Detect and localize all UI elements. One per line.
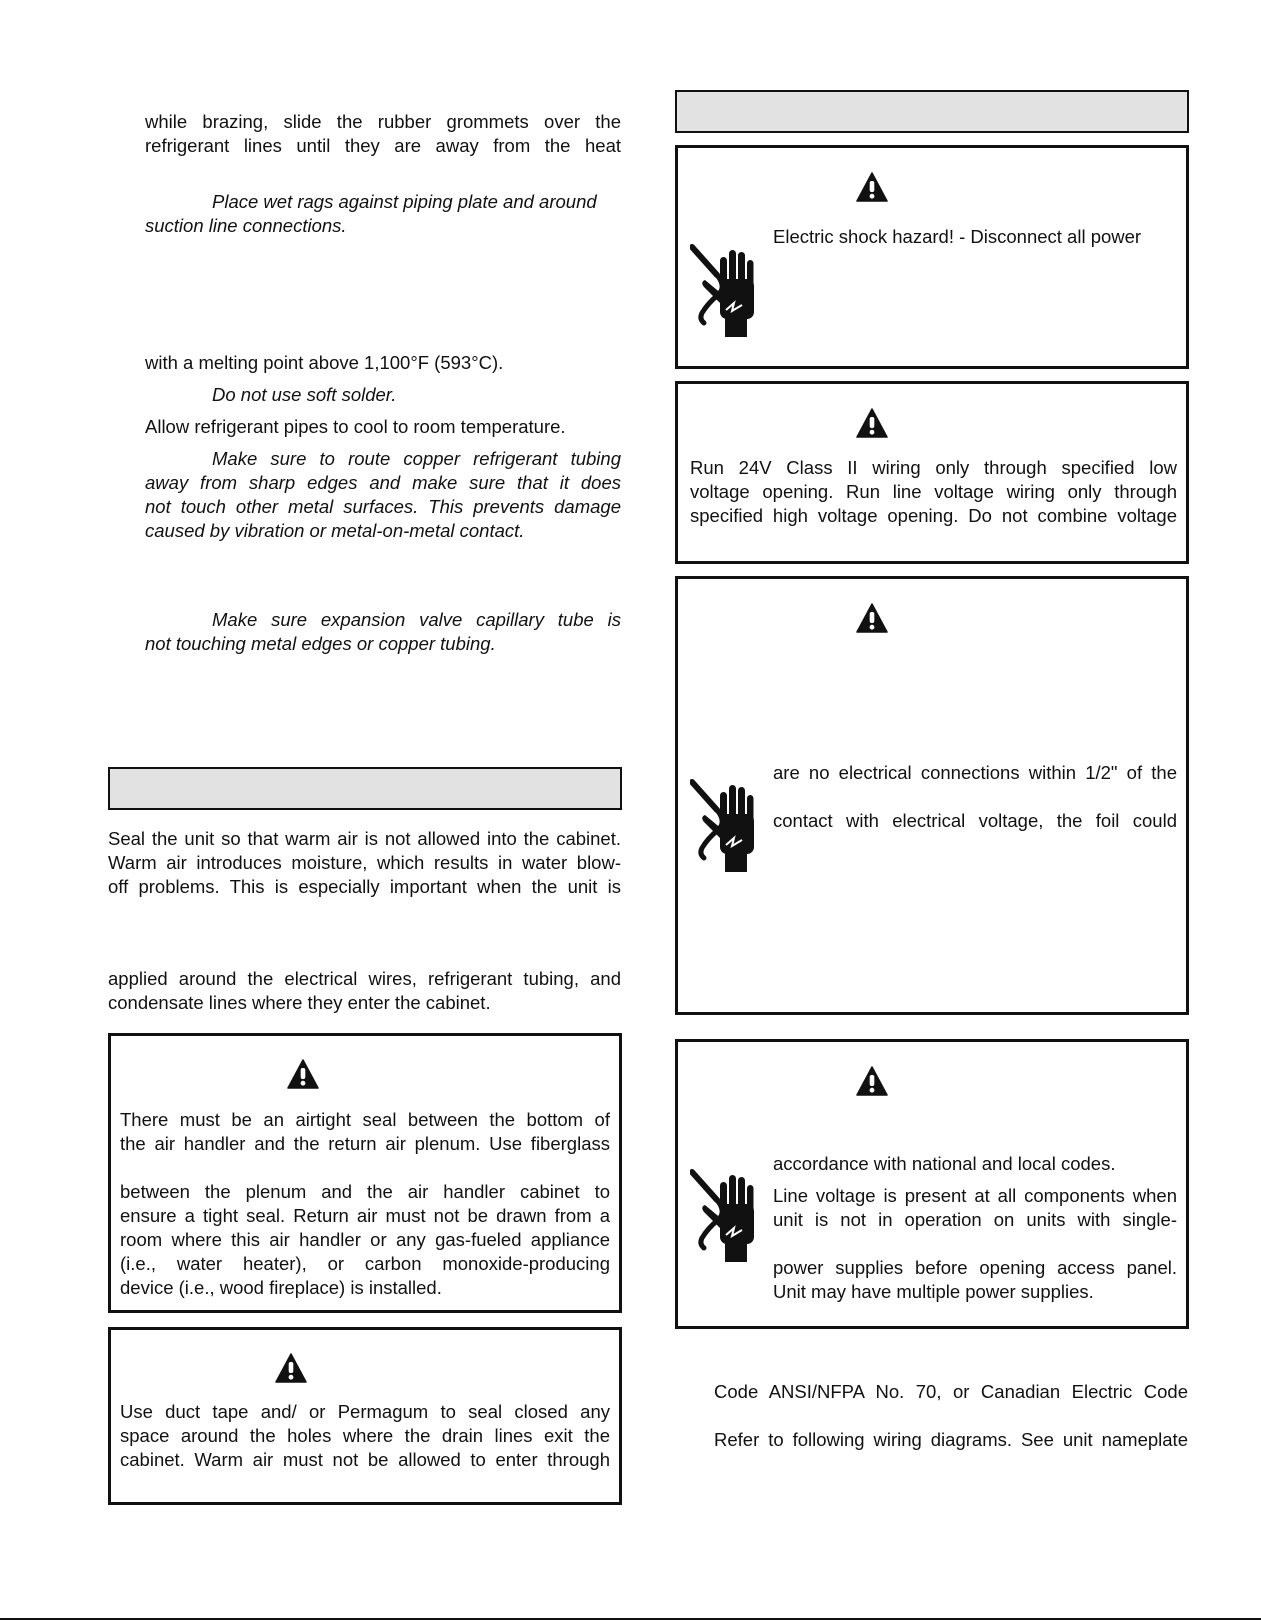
warning-box-electric-shock xyxy=(675,145,1189,369)
warning-text-line: There must be an airtight seal between the bottom of xyxy=(120,1109,610,1130)
warning-triangle-icon xyxy=(275,1353,307,1383)
warning-box-foil-insulation xyxy=(675,576,1189,1015)
warning-text-line: power supplies before opening access panel. xyxy=(773,1257,1177,1278)
warning-box-airtight-seal xyxy=(108,1033,622,1313)
electric-shock-hand-icon xyxy=(690,778,760,873)
warning-triangle-icon xyxy=(856,408,888,438)
paragraph-line: with a melting point above 1,100°F (593°C). xyxy=(145,352,504,373)
note-line: Place wet rags against piping plate and around xyxy=(212,191,597,212)
paragraph-line: condensate lines where they enter the cabinet. xyxy=(108,992,491,1013)
note-line: away from sharp edges and make sure that it does xyxy=(145,472,621,493)
warning-triangle-icon xyxy=(856,172,888,202)
warning-text-line: room where this air handler or any gas-fueled appliance xyxy=(120,1229,610,1250)
warning-text-line: between the plenum and the air handler cabinet to xyxy=(120,1181,610,1202)
electric-shock-hand-icon xyxy=(690,1168,760,1263)
warning-text-line: cabinet. Warm air must not be allowed to enter through xyxy=(120,1449,610,1470)
warning-box-drain-seal xyxy=(108,1327,622,1505)
note-line: Make sure expansion valve capillary tube is xyxy=(212,609,621,630)
note-line: not touch other metal surfaces. This prevents damage xyxy=(145,496,621,517)
warning-text-line: ensure a tight seal. Return air must not be drawn from a xyxy=(120,1205,610,1226)
warning-text-line: unit is not in operation on units with single- xyxy=(773,1209,1177,1230)
warning-text-line: Unit may have multiple power supplies. xyxy=(773,1281,1094,1302)
note-line: suction line connections. xyxy=(145,215,347,236)
note-line: Make sure to route copper refrigerant tubing xyxy=(212,448,621,469)
warning-text-line: the air handler and the return air plenum. Use fiberglass xyxy=(120,1133,610,1154)
warning-triangle-icon xyxy=(287,1059,319,1089)
paragraph-line: Code ANSI/NFPA No. 70, or Canadian Electric Code xyxy=(714,1381,1188,1402)
warning-text-line: device (i.e., wood fireplace) is installed. xyxy=(120,1277,442,1298)
warning-triangle-icon xyxy=(856,603,888,633)
paragraph-line: Warm air introduces moisture, which results in water blow- xyxy=(108,852,621,873)
paragraph-line: applied around the electrical wires, refrigerant tubing, and xyxy=(108,968,621,989)
warning-triangle-icon xyxy=(856,1066,888,1096)
warning-text-line: Use duct tape and/ or Permagum to seal closed any xyxy=(120,1401,610,1422)
warning-text-line: Line voltage is present at all components when xyxy=(773,1185,1177,1206)
note-line: Do not use soft solder. xyxy=(212,384,397,405)
paragraph-line: Allow refrigerant pipes to cool to room temperature. xyxy=(145,416,566,437)
paragraph-line: Refer to following wiring diagrams. See unit nameplate xyxy=(714,1429,1188,1450)
warning-text-line: space around the holes where the drain lines exit the xyxy=(120,1425,610,1446)
warning-text-line: are no electrical connections within 1/2" of the xyxy=(773,762,1177,783)
paragraph-line: while brazing, slide the rubber grommets over the xyxy=(145,111,621,132)
warning-text-line: contact with electrical voltage, the foil could xyxy=(773,810,1177,831)
section-header-bar xyxy=(108,767,622,810)
electric-shock-hand-icon xyxy=(690,243,760,338)
warning-box-wiring xyxy=(675,381,1189,564)
warning-text-line: (i.e., water heater), or carbon monoxide-producing xyxy=(120,1253,610,1274)
note-line: caused by vibration or metal-on-metal contact. xyxy=(145,520,525,541)
paragraph-line: refrigerant lines until they are away from the heat xyxy=(145,135,621,156)
warning-box-line-voltage xyxy=(675,1039,1189,1329)
note-line: not touching metal edges or copper tubing. xyxy=(145,633,496,654)
warning-text-line: Electric shock hazard! - Disconnect all power xyxy=(773,226,1142,247)
warning-text-line: accordance with national and local codes. xyxy=(773,1153,1116,1174)
paragraph-line: Seal the unit so that warm air is not allowed into the cabinet. xyxy=(108,828,621,849)
section-header-bar xyxy=(675,90,1189,133)
paragraph-line: off problems. This is especially important when the unit is xyxy=(108,876,621,897)
warning-text-line: voltage opening. Run line voltage wiring only through xyxy=(690,481,1177,502)
warning-text-line: Run 24V Class II wiring only through specified low xyxy=(690,457,1177,478)
warning-text-line: specified high voltage opening. Do not combine voltage xyxy=(690,505,1177,526)
page-bottom-rule xyxy=(0,1618,1261,1620)
